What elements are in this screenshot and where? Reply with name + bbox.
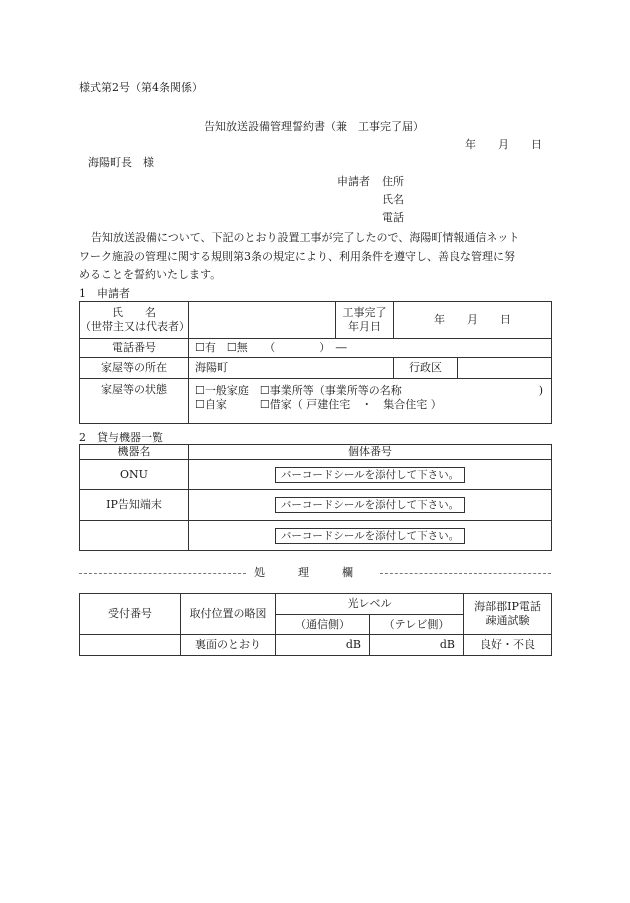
phone-number-field[interactable]: ☐有 ☐無 （ ） ― [189, 339, 552, 358]
barcode-sticker-box[interactable]: バーコードシールを添付して下さい。 [275, 497, 465, 513]
section2-heading: 2 貸与機器一覧 [79, 431, 163, 444]
phone-label: 電話 [382, 211, 404, 224]
serial-cell[interactable] [189, 490, 552, 521]
serial-cell[interactable] [189, 521, 552, 551]
status-field[interactable] [189, 379, 552, 424]
status-line-1: ☐一般家庭 ☐事業所等（事業所等の名称 [195, 384, 402, 397]
body-line-3: めることを誓約いたします。 [79, 268, 222, 281]
completion-label-1: 工事完了 [342, 306, 387, 320]
applicant-table [79, 301, 552, 424]
tv-db-field[interactable]: dB [370, 635, 464, 656]
status-line-1-end: ) [538, 384, 543, 397]
receipt-number-field[interactable] [80, 635, 181, 656]
divider-left [79, 573, 246, 574]
optical-level-label: 光レベル [276, 594, 464, 615]
divider-right [380, 573, 551, 574]
install-sketch-label: 取付位置の略図 [181, 594, 276, 635]
status-label: 家屋等の状態 [80, 379, 189, 424]
form-number: 様式第2号（第4条関係） [79, 81, 203, 94]
ip-phone-label-1: 海部郡IP電話 [474, 600, 541, 614]
device-name-cell: ONU [80, 460, 189, 490]
name-field[interactable] [189, 302, 336, 339]
device-name-cell: IP告知端末 [80, 490, 189, 521]
name-label: 氏 名 [112, 306, 156, 320]
processing-table [79, 593, 552, 656]
ip-phone-test-label [464, 594, 552, 635]
phone-number-label: 電話番号 [80, 339, 189, 358]
district-field[interactable] [458, 358, 552, 379]
device-header: 機器名 [80, 445, 189, 460]
location-field[interactable]: 海陽町 [189, 358, 394, 379]
form-title: 告知放送設備管理誓約書（兼 工事完了届） [204, 120, 424, 133]
completion-label-cell [336, 302, 394, 339]
serial-cell[interactable] [189, 460, 552, 490]
body-line-1: 告知放送設備について、下記のとおり設置工事が完了したので、海陽町情報通信ネット [91, 231, 520, 244]
completion-label-2: 年月日 [348, 320, 381, 333]
barcode-sticker-box[interactable]: バーコードシールを添付して下さい。 [275, 528, 465, 544]
sketch-reference: 裏面のとおり [181, 635, 276, 656]
addressee: 海陽町長 様 [88, 156, 154, 169]
tv-side-label: （テレビ側） [370, 615, 464, 635]
body-line-2: ワーク施設の管理に関する規則第3条の規定により、利用条件を遵守し、善良な管理に努 [79, 250, 515, 263]
district-label: 行政区 [394, 358, 458, 379]
location-label: 家屋等の所在 [80, 358, 189, 379]
comm-db-field[interactable]: dB [276, 635, 370, 656]
section1-heading: 1 申請者 [79, 287, 130, 300]
serial-header: 個体番号 [189, 445, 552, 460]
receipt-number-label: 受付番号 [80, 594, 181, 635]
status-line-2: ☐自家 ☐借家（ 戸建住宅 ・ 集合住宅 ） [195, 397, 442, 411]
name-sub-label: （世帯主又は代表者） [80, 320, 190, 333]
address-label: 住所 [382, 175, 404, 188]
name-label: 氏名 [382, 193, 404, 206]
barcode-sticker-box[interactable]: バーコードシールを添付して下さい。 [275, 467, 465, 483]
comm-side-label: （通信側） [276, 615, 370, 635]
device-table [79, 444, 552, 551]
applicant-label: 申請者 [337, 175, 370, 188]
completion-date-field[interactable]: 年 月 日 [394, 302, 552, 339]
name-label-cell [80, 302, 189, 339]
device-name-cell[interactable] [80, 521, 189, 551]
ip-phone-label-2: 疎通試験 [485, 614, 530, 627]
processing-label: 処 理 欄 [254, 566, 353, 579]
ip-phone-result[interactable]: 良好・不良 [464, 635, 552, 656]
date-line: 年 月 日 [465, 138, 542, 151]
